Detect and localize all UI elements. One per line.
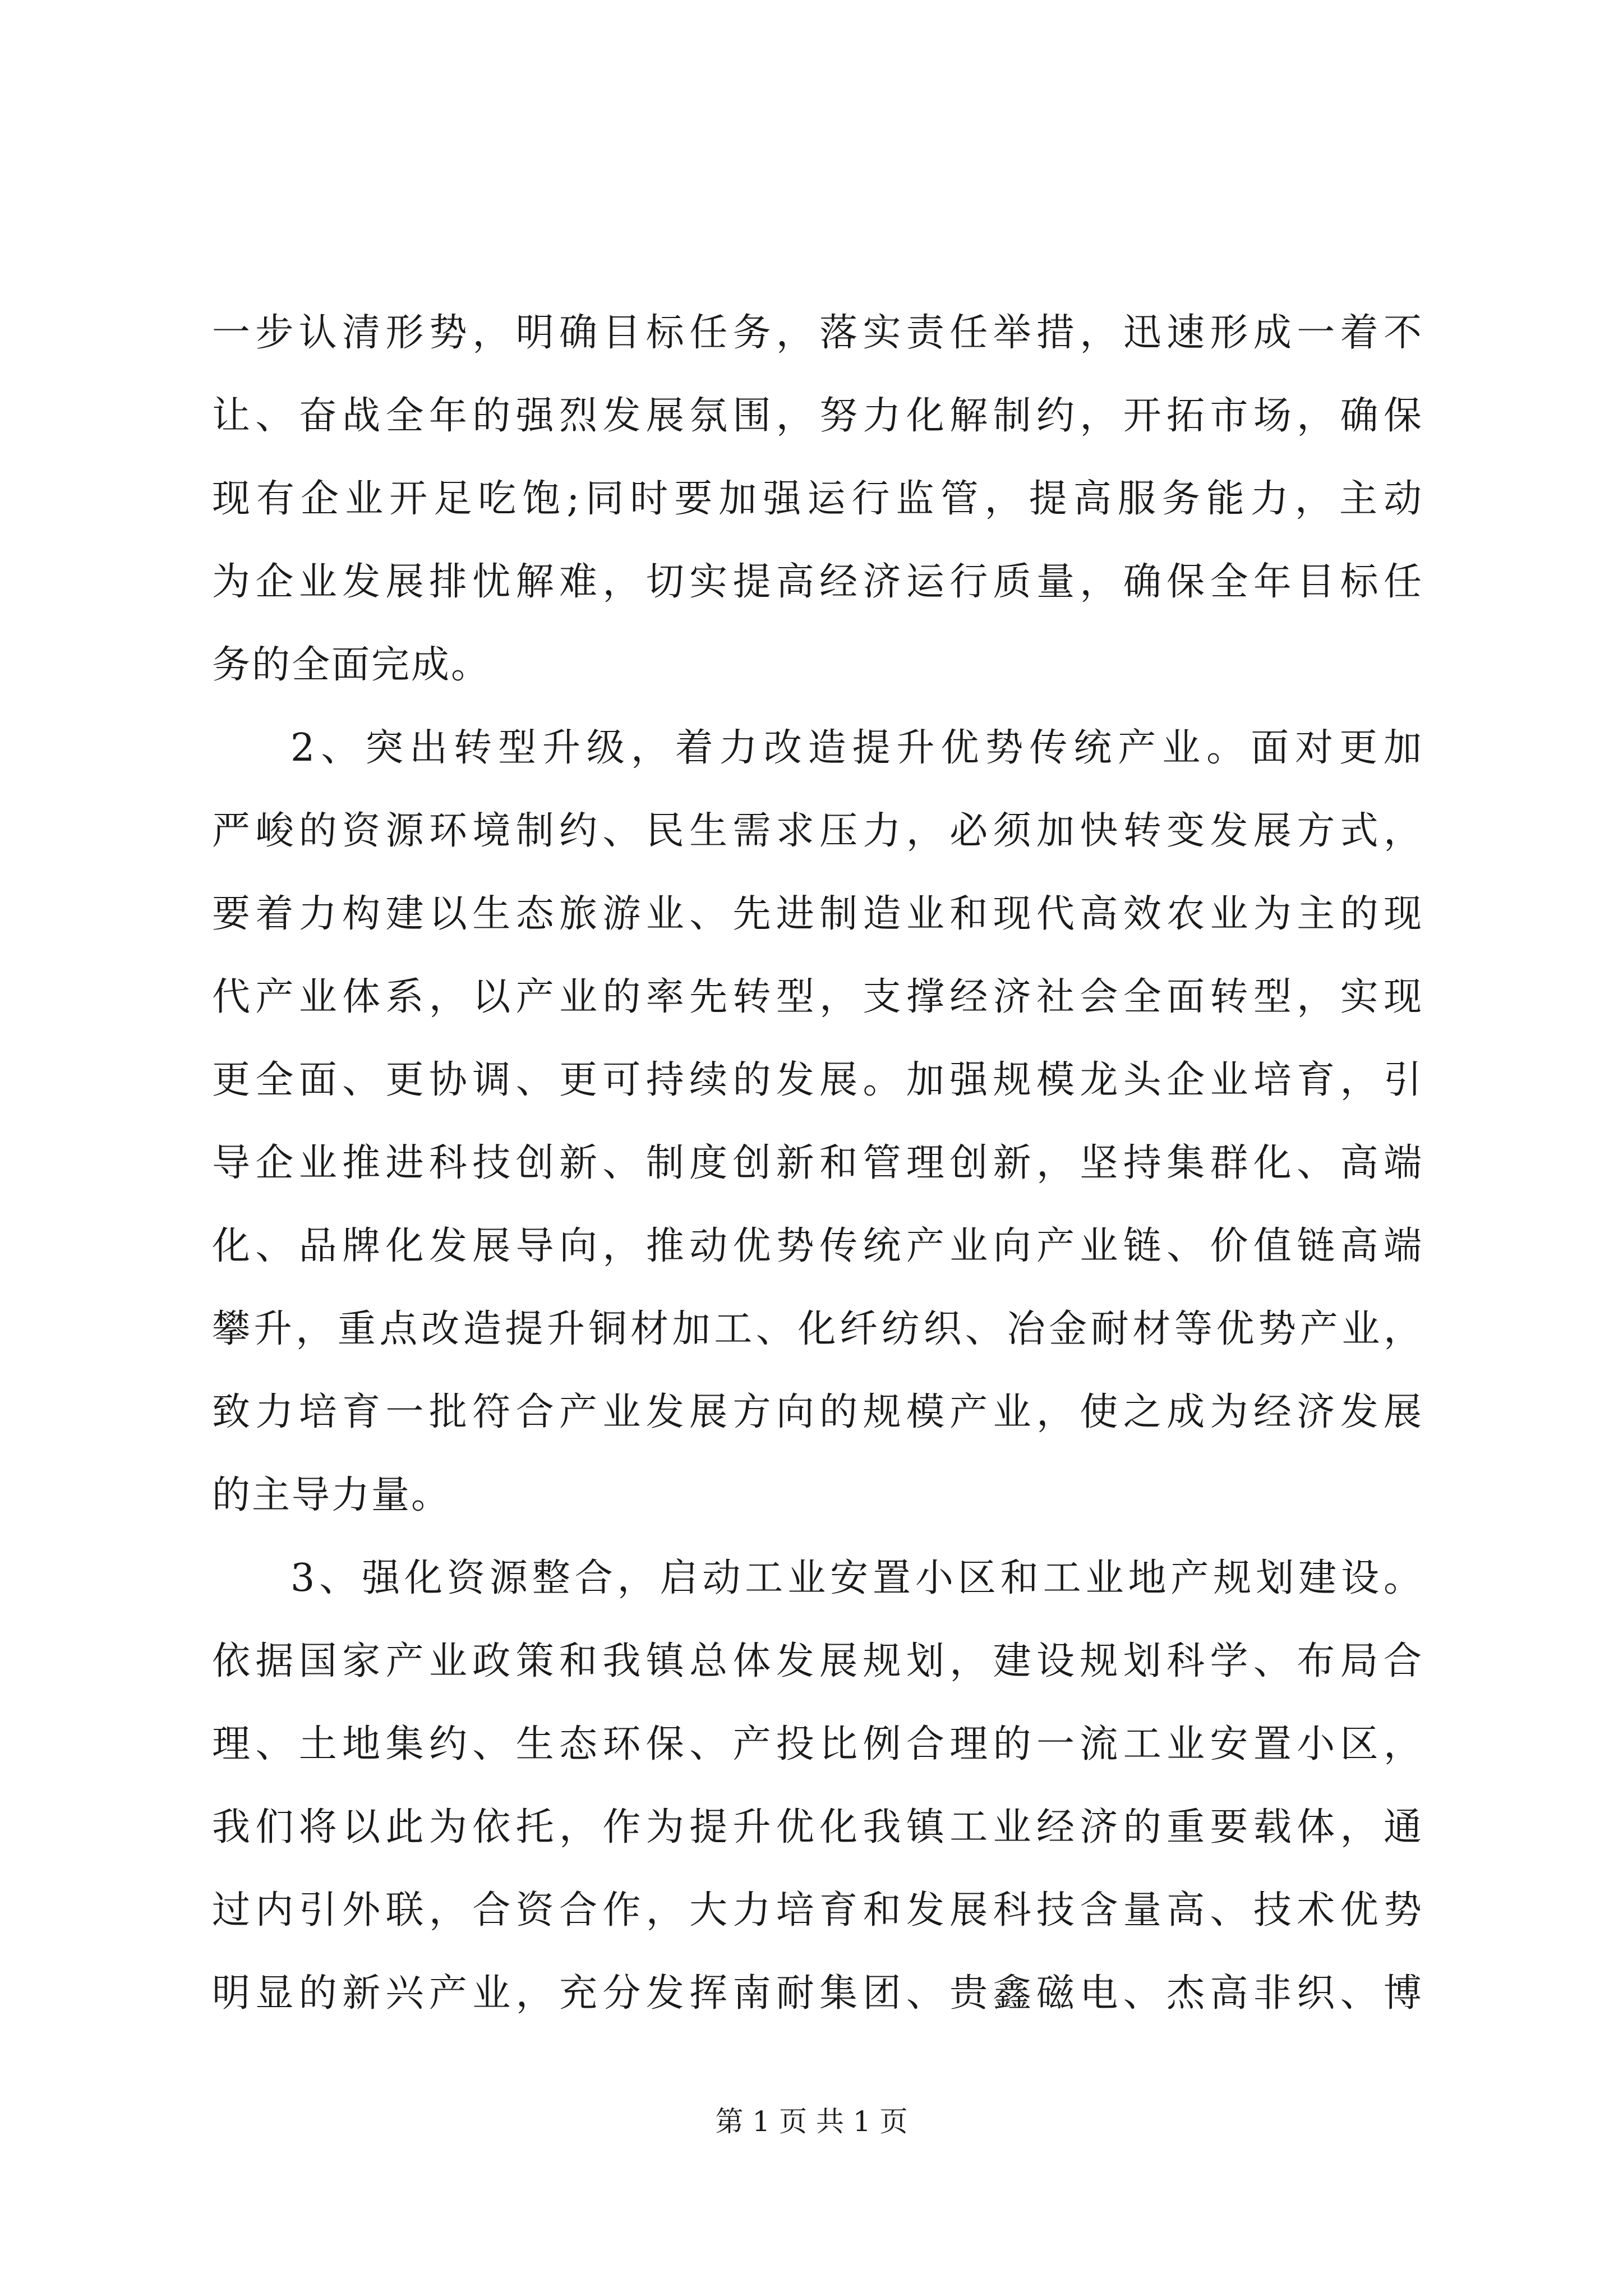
text-line: 攀升，重点改造提升铜材加工、化纤纺织、冶金耐材等优势产业，: [212, 1307, 1423, 1351]
text-line: 导企业推进科技创新、制度创新和管理创新，坚持集群化、高端: [212, 1141, 1423, 1185]
text-line: 依据国家产业政策和我镇总体发展规划，建设规划科学、布局合: [212, 1639, 1423, 1683]
text-line: 更全面、更协调、更可持续的发展。加强规模龙头企业培育，引: [212, 1058, 1423, 1102]
text-line: 严峻的资源环境制约、民生需求压力，必须加快转变发展方式，: [212, 809, 1423, 853]
text-line: 现有企业开足吃饱;同时要加强运行监管，提高服务能力，主动: [212, 477, 1423, 521]
page-number-label: 第 1 页 共 1 页: [715, 2105, 908, 2138]
text-line: 要着力构建以生态旅游业、先进制造业和现代高效农业为主的现: [212, 892, 1423, 936]
paragraph-start-line: 2、突出转型升级，着力改造提升优势传统产业。面对更加: [291, 726, 1423, 770]
text-line: 过内引外联，合资合作，大力培育和发展科技含量高、技术优势: [212, 1888, 1423, 1932]
page-footer: [0, 2105, 1623, 2138]
text-line: 明显的新兴产业，充分发挥南耐集团、贵鑫磁电、杰高非织、博: [212, 1971, 1423, 2016]
text-line: 的主导力量。: [212, 1473, 451, 1517]
text-line: 务的全面完成。: [212, 643, 491, 687]
text-line: 代产业体系，以产业的率先转型，支撑经济社会全面转型，实现: [212, 975, 1423, 1019]
text-line: 理、土地集约、生态环保、产投比例合理的一流工业安置小区，: [212, 1722, 1423, 1766]
text-line: 一步认清形势，明确目标任务，落实责任举措，迅速形成一着不: [212, 311, 1423, 355]
text-line: 让、奋战全年的强烈发展氛围，努力化解制约，开拓市场，确保: [212, 394, 1423, 438]
text-line: 化、品牌化发展导向，推动优势传统产业向产业链、价值链高端: [212, 1224, 1423, 1268]
text-line: 致力培育一批符合产业发展方向的规模产业，使之成为经济发展: [212, 1390, 1423, 1434]
text-line: 为企业发展排忧解难，切实提高经济运行质量，确保全年目标任: [212, 560, 1423, 604]
paragraph-start-line: 3、强化资源整合，启动工业安置小区和工业地产规划建设。: [291, 1556, 1423, 1600]
body-text: [212, 292, 1423, 2035]
text-line: 我们将以此为依托，作为提升优化我镇工业经济的重要载体，通: [212, 1805, 1423, 1849]
